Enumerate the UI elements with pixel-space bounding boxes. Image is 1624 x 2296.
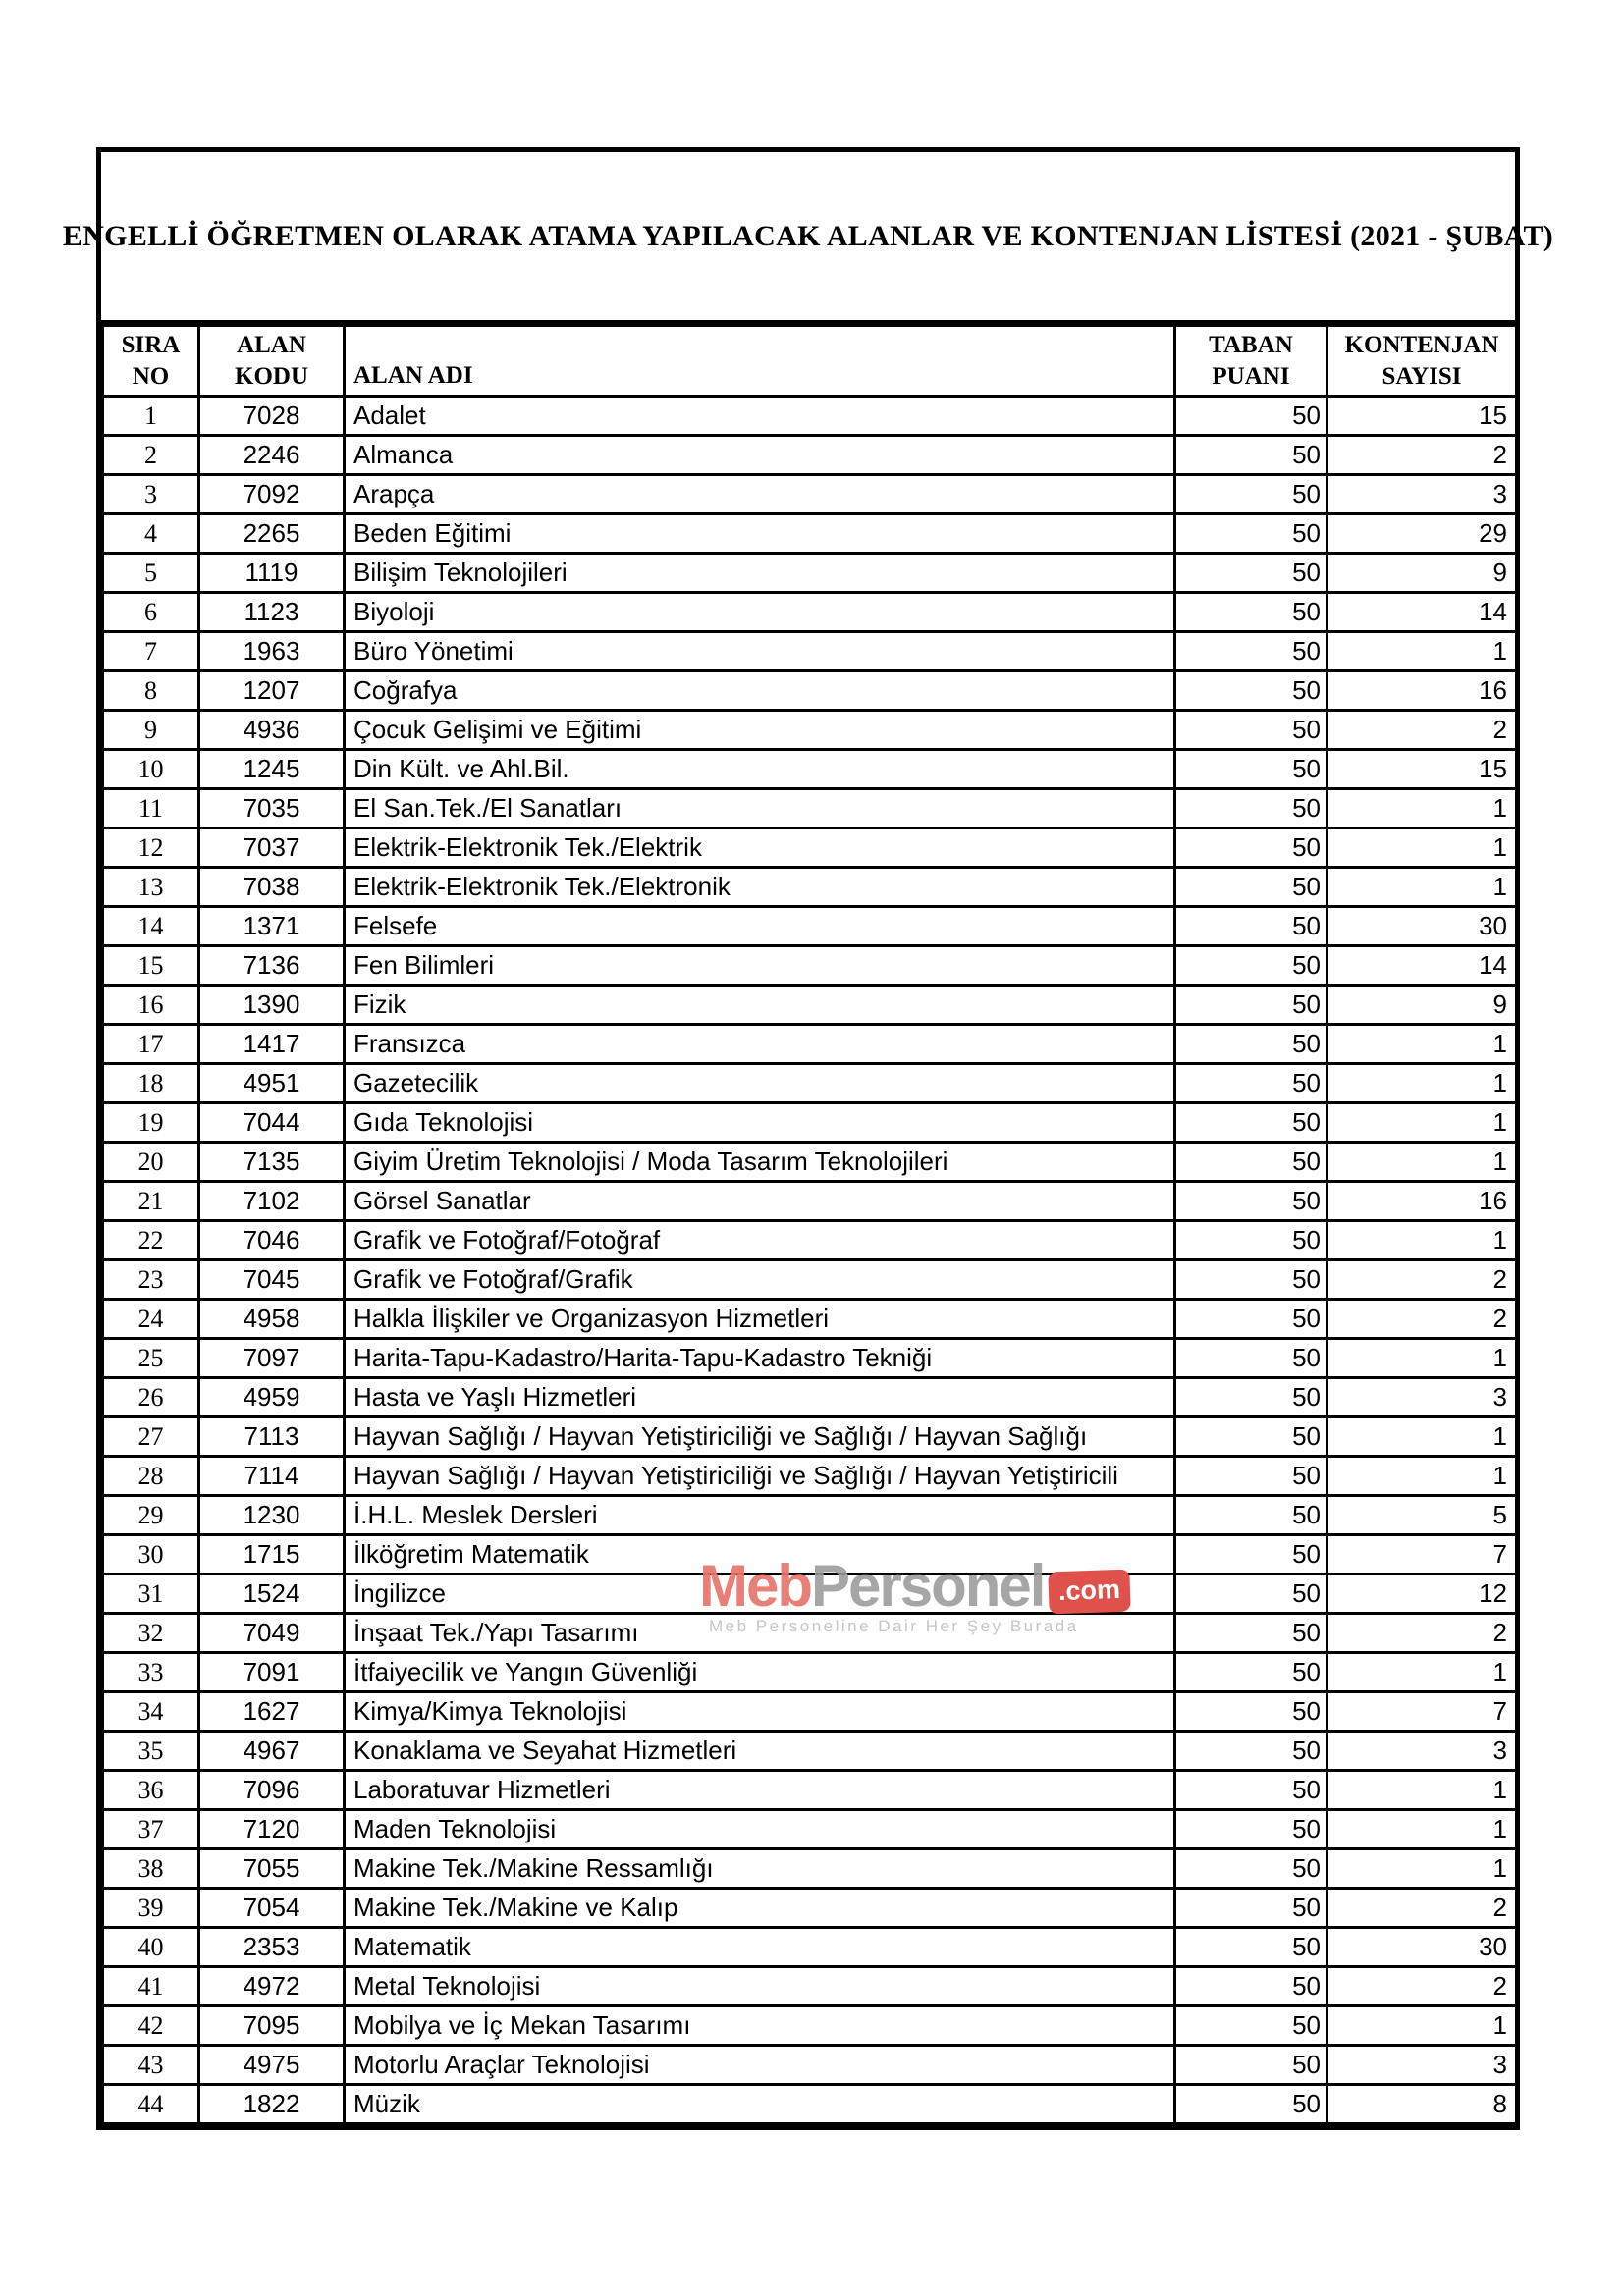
cell-sira-no: 15 bbox=[103, 946, 199, 986]
cell-alan-adi: Görsel Sanatlar bbox=[345, 1182, 1175, 1221]
cell-taban-puani: 50 bbox=[1175, 1025, 1327, 1064]
table-row bbox=[103, 1064, 1517, 1103]
cell-sira-no: 22 bbox=[103, 1221, 199, 1260]
cell-alan-adi: İngilizce bbox=[345, 1575, 1175, 1614]
cell-kontenjan: 15 bbox=[1327, 397, 1517, 436]
cell-taban-puani: 50 bbox=[1175, 1928, 1327, 1967]
cell-sira-no: 4 bbox=[103, 514, 199, 554]
cell-kontenjan: 3 bbox=[1327, 1378, 1517, 1417]
cell-alan-kodu: 7054 bbox=[199, 1889, 345, 1928]
cell-kontenjan: 30 bbox=[1327, 907, 1517, 946]
cell-alan-adi: Arapça bbox=[345, 475, 1175, 514]
cell-alan-adi: Matematik bbox=[345, 1928, 1175, 1967]
page-title: ENGELLİ ÖĞRETMEN OLARAK ATAMA YAPILACAK ALANLAR VE KONTENJAN LİSTESİ (2021 - ŞUBAT) bbox=[62, 219, 1554, 252]
cell-taban-puani: 50 bbox=[1175, 1692, 1327, 1732]
cell-taban-puani: 50 bbox=[1175, 2085, 1327, 2124]
cell-kontenjan: 3 bbox=[1327, 2046, 1517, 2085]
table-row bbox=[103, 1653, 1517, 1692]
cell-alan-adi: El San.Tek./El Sanatları bbox=[345, 789, 1175, 828]
cell-kontenjan: 3 bbox=[1327, 1732, 1517, 1771]
cell-alan-kodu: 4967 bbox=[199, 1732, 345, 1771]
cell-alan-kodu: 7049 bbox=[199, 1614, 345, 1653]
cell-sira-no: 39 bbox=[103, 1889, 199, 1928]
cell-kontenjan: 16 bbox=[1327, 671, 1517, 711]
cell-sira-no: 20 bbox=[103, 1143, 199, 1182]
cell-kontenjan: 1 bbox=[1327, 1221, 1517, 1260]
cell-taban-puani: 50 bbox=[1175, 593, 1327, 632]
kontenjan-table bbox=[101, 324, 1518, 2125]
cell-kontenjan: 9 bbox=[1327, 554, 1517, 593]
watermark-brand-com-badge: .com bbox=[1049, 1570, 1131, 1615]
cell-taban-puani: 50 bbox=[1175, 1221, 1327, 1260]
cell-sira-no: 5 bbox=[103, 554, 199, 593]
cell-alan-adi: İnşaat Tek./Yapı Tasarımı bbox=[345, 1614, 1175, 1653]
cell-alan-kodu: 7114 bbox=[199, 1457, 345, 1496]
cell-kontenjan: 1 bbox=[1327, 1810, 1517, 1849]
cell-kontenjan: 14 bbox=[1327, 593, 1517, 632]
cell-alan-adi: Bilişim Teknolojileri bbox=[345, 554, 1175, 593]
table-row bbox=[103, 1771, 1517, 1810]
cell-kontenjan: 1 bbox=[1327, 1103, 1517, 1143]
cell-sira-no: 13 bbox=[103, 868, 199, 907]
cell-taban-puani: 50 bbox=[1175, 1575, 1327, 1614]
cell-alan-adi: Fen Bilimleri bbox=[345, 946, 1175, 986]
cell-kontenjan: 1 bbox=[1327, 1417, 1517, 1457]
cell-alan-kodu: 7096 bbox=[199, 1771, 345, 1810]
cell-kontenjan: 2 bbox=[1327, 1260, 1517, 1300]
cell-taban-puani: 50 bbox=[1175, 1614, 1327, 1653]
cell-alan-adi: Din Kült. ve Ahl.Bil. bbox=[345, 750, 1175, 789]
cell-alan-kodu: 1822 bbox=[199, 2085, 345, 2124]
cell-alan-adi: Laboratuvar Hizmetleri bbox=[345, 1771, 1175, 1810]
table-row bbox=[103, 1692, 1517, 1732]
cell-taban-puani: 50 bbox=[1175, 2006, 1327, 2046]
cell-alan-adi: Mobilya ve İç Mekan Tasarımı bbox=[345, 2006, 1175, 2046]
table-row bbox=[103, 750, 1517, 789]
table-row bbox=[103, 397, 1517, 436]
cell-alan-adi: Hayvan Sağlığı / Hayvan Yetiştiriciliği ve Sağlığı / Hayvan Yetiştiricili bbox=[345, 1457, 1175, 1496]
cell-alan-kodu: 7028 bbox=[199, 397, 345, 436]
table-row bbox=[103, 1732, 1517, 1771]
table-row bbox=[103, 868, 1517, 907]
cell-kontenjan: 1 bbox=[1327, 868, 1517, 907]
table-row bbox=[103, 907, 1517, 946]
cell-taban-puani: 50 bbox=[1175, 1339, 1327, 1378]
table-row bbox=[103, 1967, 1517, 2006]
cell-kontenjan: 2 bbox=[1327, 1967, 1517, 2006]
table-header-row bbox=[103, 326, 1517, 397]
cell-alan-kodu: 1715 bbox=[199, 1535, 345, 1575]
cell-sira-no: 43 bbox=[103, 2046, 199, 2085]
cell-kontenjan: 30 bbox=[1327, 1928, 1517, 1967]
cell-kontenjan: 2 bbox=[1327, 436, 1517, 475]
cell-kontenjan: 12 bbox=[1327, 1575, 1517, 1614]
cell-alan-adi: Makine Tek./Makine Ressamlığı bbox=[345, 1849, 1175, 1889]
cell-taban-puani: 50 bbox=[1175, 554, 1327, 593]
cell-alan-kodu: 2353 bbox=[199, 1928, 345, 1967]
cell-alan-adi: Metal Teknolojisi bbox=[345, 1967, 1175, 2006]
cell-alan-kodu: 4975 bbox=[199, 2046, 345, 2085]
cell-sira-no: 35 bbox=[103, 1732, 199, 1771]
cell-alan-kodu: 2246 bbox=[199, 436, 345, 475]
cell-sira-no: 29 bbox=[103, 1496, 199, 1535]
cell-alan-kodu: 7044 bbox=[199, 1103, 345, 1143]
cell-kontenjan: 1 bbox=[1327, 1457, 1517, 1496]
cell-alan-adi: Elektrik-Elektronik Tek./Elektrik bbox=[345, 828, 1175, 868]
table-row bbox=[103, 632, 1517, 671]
cell-alan-adi: Makine Tek./Makine ve Kalıp bbox=[345, 1889, 1175, 1928]
cell-kontenjan: 5 bbox=[1327, 1496, 1517, 1535]
table-row bbox=[103, 1810, 1517, 1849]
table-row bbox=[103, 1260, 1517, 1300]
cell-alan-kodu: 1230 bbox=[199, 1496, 345, 1535]
cell-sira-no: 23 bbox=[103, 1260, 199, 1300]
cell-alan-adi: Büro Yönetimi bbox=[345, 632, 1175, 671]
table-row bbox=[103, 986, 1517, 1025]
cell-kontenjan: 2 bbox=[1327, 1889, 1517, 1928]
cell-sira-no: 3 bbox=[103, 475, 199, 514]
cell-sira-no: 27 bbox=[103, 1417, 199, 1457]
cell-alan-kodu: 1371 bbox=[199, 907, 345, 946]
cell-alan-adi: Kimya/Kimya Teknolojisi bbox=[345, 1692, 1175, 1732]
cell-sira-no: 32 bbox=[103, 1614, 199, 1653]
cell-taban-puani: 50 bbox=[1175, 632, 1327, 671]
cell-sira-no: 16 bbox=[103, 986, 199, 1025]
cell-alan-adi: İtfaiyecilik ve Yangın Güvenliği bbox=[345, 1653, 1175, 1692]
cell-taban-puani: 50 bbox=[1175, 1103, 1327, 1143]
cell-alan-adi: Halkla İlişkiler ve Organizasyon Hizmetleri bbox=[345, 1300, 1175, 1339]
cell-taban-puani: 50 bbox=[1175, 828, 1327, 868]
cell-alan-kodu: 1123 bbox=[199, 593, 345, 632]
cell-alan-kodu: 7120 bbox=[199, 1810, 345, 1849]
table-row bbox=[103, 828, 1517, 868]
cell-alan-adi: Konaklama ve Seyahat Hizmetleri bbox=[345, 1732, 1175, 1771]
cell-alan-adi: Gazetecilik bbox=[345, 1064, 1175, 1103]
cell-taban-puani: 50 bbox=[1175, 750, 1327, 789]
cell-alan-kodu: 7135 bbox=[199, 1143, 345, 1182]
watermark-tagline: Meb Personeline Dair Her Şey Burada bbox=[709, 1617, 1079, 1635]
cell-taban-puani: 50 bbox=[1175, 2046, 1327, 2085]
table-row bbox=[103, 1221, 1517, 1260]
cell-sira-no: 36 bbox=[103, 1771, 199, 1810]
table-row bbox=[103, 1889, 1517, 1928]
cell-kontenjan: 1 bbox=[1327, 632, 1517, 671]
cell-alan-adi: Gıda Teknolojisi bbox=[345, 1103, 1175, 1143]
table-row bbox=[103, 2046, 1517, 2085]
table-row bbox=[103, 1614, 1517, 1653]
table-row bbox=[103, 436, 1517, 475]
table-row bbox=[103, 711, 1517, 750]
table-row bbox=[103, 514, 1517, 554]
cell-alan-kodu: 7037 bbox=[199, 828, 345, 868]
cell-alan-kodu: 1524 bbox=[199, 1575, 345, 1614]
cell-taban-puani: 50 bbox=[1175, 1417, 1327, 1457]
cell-alan-kodu: 7038 bbox=[199, 868, 345, 907]
cell-alan-kodu: 7113 bbox=[199, 1417, 345, 1457]
cell-taban-puani: 50 bbox=[1175, 1535, 1327, 1575]
cell-alan-kodu: 7136 bbox=[199, 946, 345, 986]
cell-sira-no: 31 bbox=[103, 1575, 199, 1614]
cell-kontenjan: 1 bbox=[1327, 828, 1517, 868]
cell-taban-puani: 50 bbox=[1175, 868, 1327, 907]
cell-sira-no: 10 bbox=[103, 750, 199, 789]
cell-alan-kodu: 1390 bbox=[199, 986, 345, 1025]
cell-taban-puani: 50 bbox=[1175, 1378, 1327, 1417]
cell-alan-kodu: 2265 bbox=[199, 514, 345, 554]
cell-alan-kodu: 1245 bbox=[199, 750, 345, 789]
cell-alan-adi: Maden Teknolojisi bbox=[345, 1810, 1175, 1849]
cell-sira-no: 40 bbox=[103, 1928, 199, 1967]
cell-kontenjan: 2 bbox=[1327, 1300, 1517, 1339]
cell-taban-puani: 50 bbox=[1175, 1064, 1327, 1103]
cell-taban-puani: 50 bbox=[1175, 711, 1327, 750]
cell-alan-adi: Müzik bbox=[345, 2085, 1175, 2124]
column-header-alan-adi: ALAN ADI bbox=[345, 326, 1175, 397]
cell-kontenjan: 2 bbox=[1327, 711, 1517, 750]
cell-alan-adi: Harita-Tapu-Kadastro/Harita-Tapu-Kadastro Tekniği bbox=[345, 1339, 1175, 1378]
table-row bbox=[103, 2085, 1517, 2124]
cell-sira-no: 8 bbox=[103, 671, 199, 711]
cell-alan-adi: Grafik ve Fotoğraf/Grafik bbox=[345, 1260, 1175, 1300]
cell-kontenjan: 2 bbox=[1327, 1614, 1517, 1653]
cell-taban-puani: 50 bbox=[1175, 1260, 1327, 1300]
cell-alan-kodu: 4958 bbox=[199, 1300, 345, 1339]
cell-sira-no: 34 bbox=[103, 1692, 199, 1732]
table-row bbox=[103, 1575, 1517, 1614]
cell-alan-adi: Almanca bbox=[345, 436, 1175, 475]
cell-sira-no: 24 bbox=[103, 1300, 199, 1339]
cell-alan-adi: Motorlu Araçlar Teknolojisi bbox=[345, 2046, 1175, 2085]
cell-sira-no: 9 bbox=[103, 711, 199, 750]
cell-taban-puani: 50 bbox=[1175, 986, 1327, 1025]
cell-sira-no: 42 bbox=[103, 2006, 199, 2046]
table-row bbox=[103, 1417, 1517, 1457]
cell-kontenjan: 1 bbox=[1327, 2006, 1517, 2046]
table-body bbox=[103, 397, 1517, 2124]
document-title-box bbox=[62, 152, 1554, 324]
table-row bbox=[103, 475, 1517, 514]
cell-alan-kodu: 7095 bbox=[199, 2006, 345, 2046]
table-row bbox=[103, 1025, 1517, 1064]
cell-taban-puani: 50 bbox=[1175, 946, 1327, 986]
cell-kontenjan: 7 bbox=[1327, 1692, 1517, 1732]
cell-alan-adi: Elektrik-Elektronik Tek./Elektronik bbox=[345, 868, 1175, 907]
cell-kontenjan: 1 bbox=[1327, 1143, 1517, 1182]
cell-sira-no: 37 bbox=[103, 1810, 199, 1849]
cell-sira-no: 18 bbox=[103, 1064, 199, 1103]
cell-sira-no: 2 bbox=[103, 436, 199, 475]
cell-alan-kodu: 7097 bbox=[199, 1339, 345, 1378]
cell-sira-no: 30 bbox=[103, 1535, 199, 1575]
cell-kontenjan: 1 bbox=[1327, 1339, 1517, 1378]
column-header-alan-kodu: ALAN KODU bbox=[199, 326, 345, 397]
cell-sira-no: 21 bbox=[103, 1182, 199, 1221]
cell-kontenjan: 16 bbox=[1327, 1182, 1517, 1221]
cell-alan-kodu: 1207 bbox=[199, 671, 345, 711]
cell-kontenjan: 1 bbox=[1327, 789, 1517, 828]
table-row bbox=[103, 1103, 1517, 1143]
cell-kontenjan: 7 bbox=[1327, 1535, 1517, 1575]
cell-sira-no: 11 bbox=[103, 789, 199, 828]
document-sheet bbox=[62, 147, 1554, 2130]
cell-alan-adi: İlköğretim Matematik bbox=[345, 1535, 1175, 1575]
cell-taban-puani: 50 bbox=[1175, 907, 1327, 946]
cell-kontenjan: 3 bbox=[1327, 475, 1517, 514]
table-row bbox=[103, 789, 1517, 828]
cell-taban-puani: 50 bbox=[1175, 1771, 1327, 1810]
cell-sira-no: 6 bbox=[103, 593, 199, 632]
cell-kontenjan: 9 bbox=[1327, 986, 1517, 1025]
cell-sira-no: 41 bbox=[103, 1967, 199, 2006]
cell-taban-puani: 50 bbox=[1175, 1182, 1327, 1221]
cell-taban-puani: 50 bbox=[1175, 1849, 1327, 1889]
cell-sira-no: 12 bbox=[103, 828, 199, 868]
cell-taban-puani: 50 bbox=[1175, 1967, 1327, 2006]
cell-taban-puani: 50 bbox=[1175, 397, 1327, 436]
cell-alan-kodu: 1417 bbox=[199, 1025, 345, 1064]
cell-kontenjan: 29 bbox=[1327, 514, 1517, 554]
table-row bbox=[103, 671, 1517, 711]
cell-taban-puani: 50 bbox=[1175, 1457, 1327, 1496]
cell-kontenjan: 1 bbox=[1327, 1025, 1517, 1064]
cell-sira-no: 17 bbox=[103, 1025, 199, 1064]
column-header-taban-puani: TABAN PUANI bbox=[1175, 326, 1327, 397]
cell-alan-adi: Fizik bbox=[345, 986, 1175, 1025]
column-header-kontenjan-sayisi: KONTENJAN SAYISI bbox=[1327, 326, 1517, 397]
cell-alan-kodu: 1963 bbox=[199, 632, 345, 671]
cell-sira-no: 44 bbox=[103, 2085, 199, 2124]
table-row bbox=[103, 1457, 1517, 1496]
cell-alan-kodu: 1627 bbox=[199, 1692, 345, 1732]
table-row bbox=[103, 1496, 1517, 1535]
cell-taban-puani: 50 bbox=[1175, 1732, 1327, 1771]
cell-alan-adi: Çocuk Gelişimi ve Eğitimi bbox=[345, 711, 1175, 750]
table-row bbox=[103, 1378, 1517, 1417]
column-header-sira-no: SIRA NO bbox=[103, 326, 199, 397]
cell-sira-no: 38 bbox=[103, 1849, 199, 1889]
table-row bbox=[103, 1182, 1517, 1221]
cell-alan-kodu: 7046 bbox=[199, 1221, 345, 1260]
cell-alan-kodu: 4936 bbox=[199, 711, 345, 750]
cell-alan-kodu: 7035 bbox=[199, 789, 345, 828]
cell-alan-kodu: 7092 bbox=[199, 475, 345, 514]
watermark-brand-meb: Meb bbox=[699, 1553, 811, 1619]
cell-taban-puani: 50 bbox=[1175, 1810, 1327, 1849]
table-row bbox=[103, 1928, 1517, 1967]
cell-taban-puani: 50 bbox=[1175, 1653, 1327, 1692]
cell-alan-adi: Giyim Üretim Teknolojisi / Moda Tasarım Teknolojileri bbox=[345, 1143, 1175, 1182]
cell-alan-kodu: 1119 bbox=[199, 554, 345, 593]
table-row bbox=[103, 1535, 1517, 1575]
table-row bbox=[103, 946, 1517, 986]
cell-alan-kodu: 7091 bbox=[199, 1653, 345, 1692]
table-row bbox=[103, 1300, 1517, 1339]
table-row bbox=[103, 1849, 1517, 1889]
table-row bbox=[103, 1339, 1517, 1378]
cell-taban-puani: 50 bbox=[1175, 436, 1327, 475]
cell-taban-puani: 50 bbox=[1175, 1300, 1327, 1339]
cell-alan-adi: Fransızca bbox=[345, 1025, 1175, 1064]
cell-taban-puani: 50 bbox=[1175, 671, 1327, 711]
cell-alan-kodu: 4959 bbox=[199, 1378, 345, 1417]
cell-kontenjan: 1 bbox=[1327, 1064, 1517, 1103]
cell-alan-kodu: 7045 bbox=[199, 1260, 345, 1300]
table-row bbox=[103, 554, 1517, 593]
cell-sira-no: 33 bbox=[103, 1653, 199, 1692]
cell-alan-adi: Biyoloji bbox=[345, 593, 1175, 632]
cell-kontenjan: 1 bbox=[1327, 1849, 1517, 1889]
cell-kontenjan: 15 bbox=[1327, 750, 1517, 789]
cell-alan-adi: İ.H.L. Meslek Dersleri bbox=[345, 1496, 1175, 1535]
cell-taban-puani: 50 bbox=[1175, 514, 1327, 554]
table-row bbox=[103, 2006, 1517, 2046]
cell-alan-adi: Hasta ve Yaşlı Hizmetleri bbox=[345, 1378, 1175, 1417]
cell-taban-puani: 50 bbox=[1175, 789, 1327, 828]
cell-alan-adi: Felsefe bbox=[345, 907, 1175, 946]
cell-alan-adi: Coğrafya bbox=[345, 671, 1175, 711]
cell-alan-adi: Grafik ve Fotoğraf/Fotoğraf bbox=[345, 1221, 1175, 1260]
cell-sira-no: 19 bbox=[103, 1103, 199, 1143]
watermark-brand-personel: Personel bbox=[811, 1553, 1045, 1619]
cell-taban-puani: 50 bbox=[1175, 1496, 1327, 1535]
cell-sira-no: 14 bbox=[103, 907, 199, 946]
cell-taban-puani: 50 bbox=[1175, 1143, 1327, 1182]
cell-alan-kodu: 4972 bbox=[199, 1967, 345, 2006]
cell-kontenjan: 1 bbox=[1327, 1771, 1517, 1810]
cell-taban-puani: 50 bbox=[1175, 475, 1327, 514]
cell-alan-kodu: 7102 bbox=[199, 1182, 345, 1221]
table-row bbox=[103, 593, 1517, 632]
cell-taban-puani: 50 bbox=[1175, 1889, 1327, 1928]
cell-kontenjan: 1 bbox=[1327, 1653, 1517, 1692]
cell-sira-no: 25 bbox=[103, 1339, 199, 1378]
cell-kontenjan: 8 bbox=[1327, 2085, 1517, 2124]
cell-sira-no: 1 bbox=[103, 397, 199, 436]
cell-kontenjan: 14 bbox=[1327, 946, 1517, 986]
cell-sira-no: 28 bbox=[103, 1457, 199, 1496]
cell-sira-no: 26 bbox=[103, 1378, 199, 1417]
cell-alan-adi: Hayvan Sağlığı / Hayvan Yetiştiriciliği ve Sağlığı / Hayvan Sağlığı bbox=[345, 1417, 1175, 1457]
cell-sira-no: 7 bbox=[103, 632, 199, 671]
cell-alan-adi: Beden Eğitimi bbox=[345, 514, 1175, 554]
cell-alan-kodu: 4951 bbox=[199, 1064, 345, 1103]
table-row bbox=[103, 1143, 1517, 1182]
cell-alan-kodu: 7055 bbox=[199, 1849, 345, 1889]
cell-alan-adi: Adalet bbox=[345, 397, 1175, 436]
